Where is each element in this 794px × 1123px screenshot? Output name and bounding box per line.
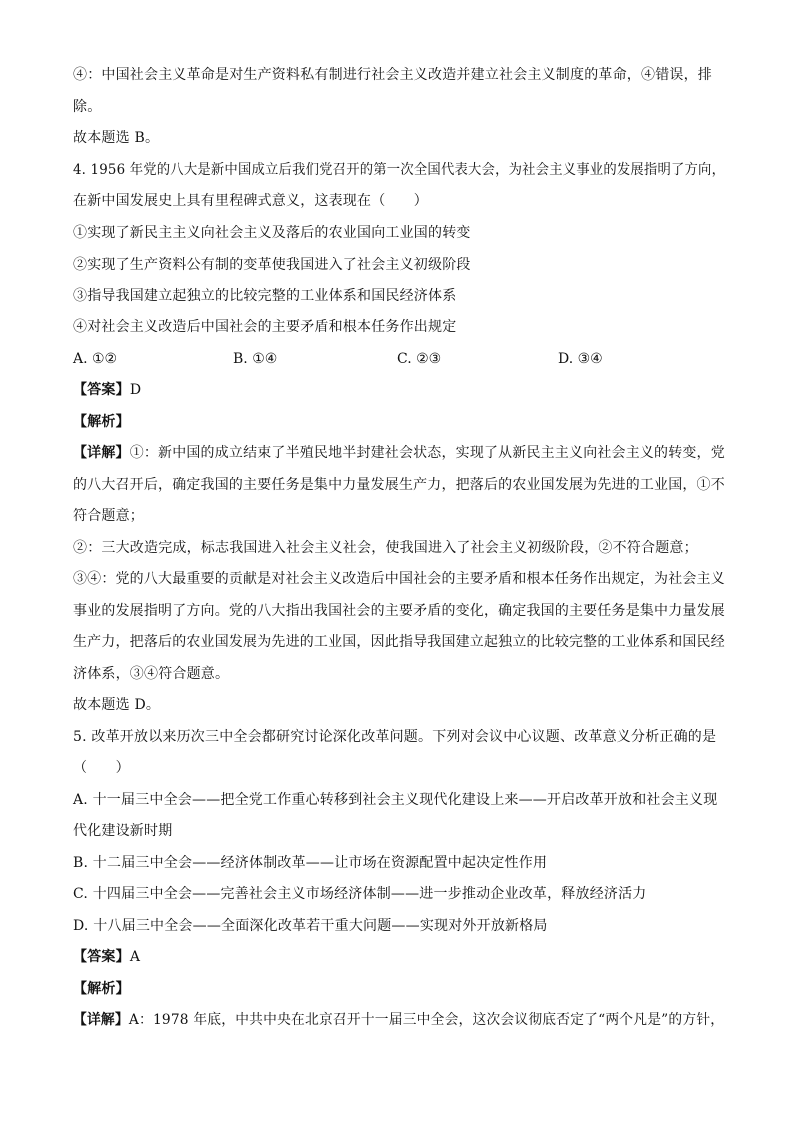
detail-tag: 【详解】 [73,1012,129,1028]
analysis-tag: 【解析】 [73,414,130,430]
text-line: ③④：党的八大最重要的贡献是对社会主义改造后中国社会的主要矛盾和根本任务作出规定，为社会主义 [73,571,725,587]
text-line: 故本题选 B。 [73,130,160,146]
text-line: （ ） [73,760,130,776]
detail-text: ①：新中国的成立结束了半殖民地半封建社会状态，实现了从新民主主义向社会主义的转变，党 [129,445,725,461]
q5-option-d: D. 十八届三中全会——全面深化改革若干重大问题——实现对外开放新格局 [73,918,548,934]
detail-tag: 【详解】 [73,445,130,461]
answer-value: D [129,382,142,398]
analysis-line [73,980,130,998]
analysis-line [73,413,130,431]
option-a: A. ①② [73,351,118,367]
detail-text: A：1978 年底，中共中央在北京召开十一届三中全会，这次会议彻底否定了“两个凡是”的方针， [128,1012,725,1028]
answer-line [73,948,140,966]
q5-option-b: B. 十二届三中全会——经济体制改革——让市场在资源配置中起决定性作用 [73,855,548,871]
text-line: 生产力，把落后的农业国发展为先进的工业国，因此指导我国建立起独立的比较完整的工业体系和国民经 [73,634,725,650]
option-b: B. ①④ [233,351,278,367]
statement-3: ③指导我国建立起独立的比较完整的工业体系和国民经济体系 [73,288,457,304]
statement-2: ②实现了生产资料公有制的变革使我国进入了社会主义初级阶段 [73,257,471,273]
text-line: 事业的发展指明了方向。党的八大指出我国社会的主要矛盾的变化，确定我国的主要任务是集中力量发展 [73,603,725,619]
detail-line [73,444,725,462]
text-line: 的八大召开后，确定我国的主要任务是集中力量发展生产力，把落后的农业国发展为先进的工业国，①不 [73,477,725,493]
text-line: ④：中国社会主义革命是对生产资料私有制进行社会主义改造并建立社会主义制度的革命，④错误，排 [73,67,712,83]
q5-option-a: A. 十一届三中全会——把全党工作重心转移到社会主义现代化建设上来——开启改革开放和社会主义现 [73,792,718,808]
question-4-stem: 4. 1956 年党的八大是新中国成立后我们党召开的第一次全国代表大会，为社会主义事业的发展指明了方向， [73,162,726,178]
text-line: 代化建设新时期 [73,823,173,839]
text-line: 符合题意； [73,508,144,524]
text-line: ②：三大改造完成，标志我国进入社会主义社会，使我国进入了社会主义初级阶段，②不符合题意； [73,540,698,556]
text-line: 故本题选 D。 [73,697,161,713]
option-c: C. ②③ [397,351,442,367]
answer-tag: 【答案】 [73,382,130,398]
analysis-tag: 【解析】 [73,981,130,997]
q5-option-c: C. 十四届三中全会——完善社会主义市场经济体制——进一步推动企业改革，释放经济活力 [73,886,647,902]
text-line: 在新中国发展史上具有里程碑式意义，这表现在（ ） [73,193,428,209]
statement-1: ①实现了新民主主义向社会主义及落后的农业国向工业国的转变 [73,225,471,241]
text-line: 济体系，③④符合题意。 [73,666,230,682]
answer-line [73,381,141,399]
answer-tag: 【答案】 [73,949,130,965]
answer-value: A [129,949,141,965]
question-5-stem: 5. 改革开放以来历次三中全会都研究讨论深化改革问题。下列对会议中心议题、改革意义分析正确的是 [73,729,717,745]
statement-4: ④对社会主义改造后中国社会的主要矛盾和根本任务作出规定 [73,319,457,335]
detail-line [73,1011,724,1029]
text-line: 除。 [73,99,102,115]
option-d: D. ③④ [558,351,603,367]
